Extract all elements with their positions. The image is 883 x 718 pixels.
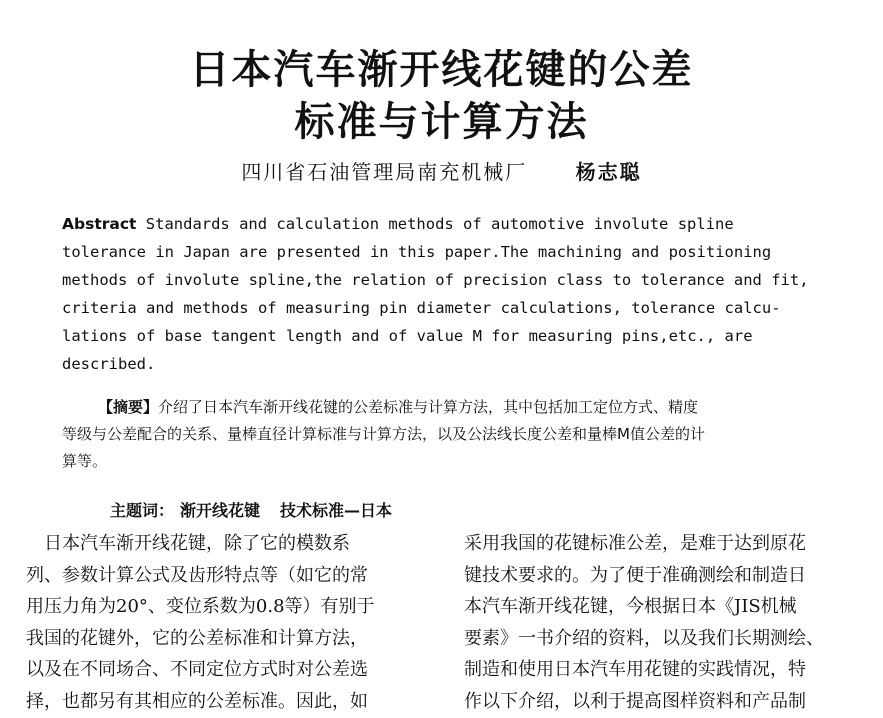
body-line: 用压力角为20°、变位系数为0.8等）有别于 (26, 596, 375, 617)
abstract-label: Abstract (62, 215, 137, 233)
body-line: 日本汽车渐开线花键，除了它的模数系 (26, 533, 350, 554)
body-line: 制造和使用日本汽车用花键的实践情况，特 (464, 659, 806, 680)
abstract-en-line: lations of base tangent length and of value M for measuring pins,etc., are (62, 327, 753, 345)
byline (0, 156, 883, 185)
body-line: 本汽车渐开线花键，今根据日本《JIS机械 (464, 596, 797, 617)
body-column-right (464, 528, 864, 717)
abstract-zh-line: 等级与公差配合的关系、量棒直径计算标准与计算方法，以及公法线长度公差和量棒M值公差的计 (62, 425, 705, 443)
author: 杨志聪 (575, 160, 642, 184)
keywords-label: 主题词： (110, 501, 175, 520)
body-line: 列、参数计算公式及齿形特点等（如它的常 (26, 564, 368, 586)
body-line: 采用我国的花键标准公差，是难于达到原花 (464, 533, 806, 554)
abstract-en-line: criteria and methods of measuring pin diameter calculations, tolerance calcu- (62, 299, 781, 317)
body-line: 键技术要求的。为了便于准确测绘和制造日 (464, 564, 806, 586)
abstract-en-line: Standards and calculation methods of automotive involute spline (145, 215, 734, 233)
abstract-en-line: tolerance in Japan are presented in this paper.The machining and positioning (62, 243, 772, 261)
abstract-zh-line: 介绍了日本汽车渐开线花键的公差标准与计算方法，其中包括加工定位方式、精度 (158, 398, 699, 416)
abstract-english (62, 210, 827, 378)
title-line-1: 日本汽车渐开线花键的公差 (189, 47, 694, 93)
abstract-chinese (62, 394, 827, 475)
body-column-left (26, 528, 422, 717)
keyword: 渐开线花键 (180, 501, 261, 520)
abstract-zh-line: 算等。 (62, 452, 108, 470)
body-line: 以及在不同场合、不同定位方式时对公差选 (26, 659, 368, 680)
title-line-2: 标准与计算方法 (294, 99, 589, 145)
abstract-zh-label: 【摘要】 (98, 398, 159, 416)
keyword: 技术标准—日本 (280, 501, 393, 520)
keywords (110, 498, 392, 521)
affiliation: 四川省石油管理局南充机械厂 (241, 160, 528, 184)
body-line: 要素》一书介绍的资料，以及我们长期测绘、 (464, 627, 824, 649)
abstract-en-line: described. (62, 355, 156, 373)
body-line: 作以下介绍，以利于提高图样资料和产品制 (464, 690, 806, 712)
body-line: 择，也都另有其相应的公差标准。因此，如 (26, 690, 368, 712)
abstract-en-line: methods of involute spline,the relation of precision class to tolerance and fit, (62, 271, 809, 289)
body-line: 我国的花键外，它的公差标准和计算方法， (26, 627, 368, 649)
